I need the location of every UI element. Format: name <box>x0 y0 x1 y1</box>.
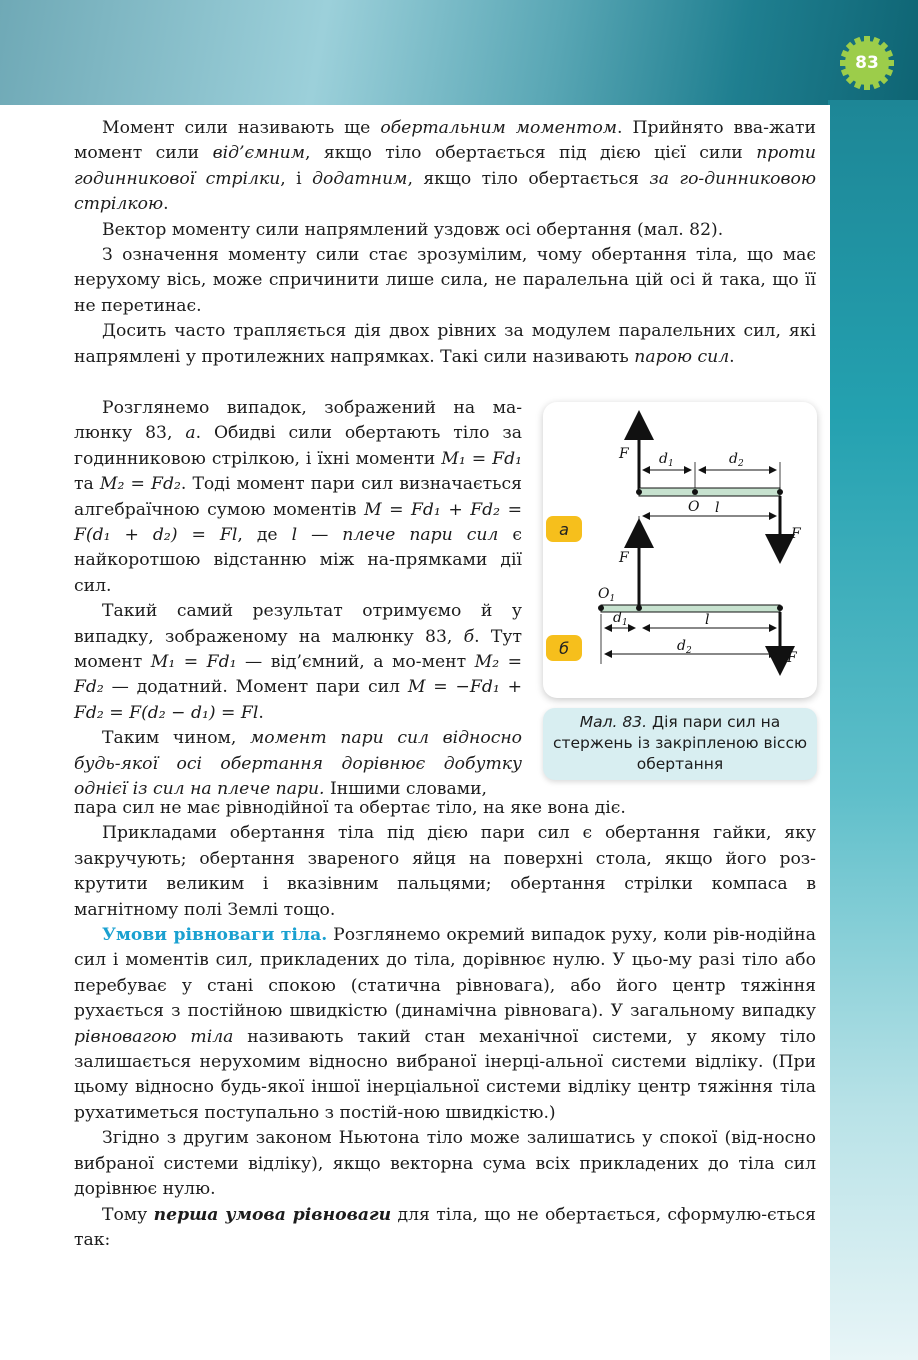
text-run: для тіла, що не обертається, сформулю-ється так: <box>74 1204 816 1250</box>
text-run: , якщо тіло обертається під дією цієї сили <box>304 143 757 164</box>
text-run: Прикладами обертання тіла під дією пари сил є обертання гайки, яку закручують; обертання звареного яйця на поверхні стола, якщо його роз-крутити великим і вказівним пальцями; обертання стрілки компаса в магнітному полі Землі тощо. <box>74 823 816 920</box>
body-text-top <box>74 116 816 370</box>
paragraph <box>74 726 522 802</box>
emphasis: M₂ = Fd₂ <box>74 652 523 698</box>
text-run: Момент сили називають ще <box>102 118 381 138</box>
text-run: Таким чином, <box>102 728 251 749</box>
emphasis: обертальним моментом <box>380 118 618 138</box>
emphasis: M₂ = Fd₂ <box>99 474 181 495</box>
emphasis: M₁ = Fd₁ <box>150 652 237 673</box>
text-run: З означення моменту сили стає зрозумілим, чому обертання тіла, що має нерухому вісь, може спричинити лише сила, не паралельна цій осі й така, що її не перетинає. <box>74 245 816 316</box>
svg-text:d2: $d_2$ <box>677 638 692 656</box>
axis-label-O: O <box>688 499 700 515</box>
header-decor-band <box>0 0 918 112</box>
emphasis: момент пари сил відносно будь-якої осі обертання дорівнює добутку однієї із сил на плече пари. <box>74 728 522 800</box>
force-couple-diagram <box>543 402 817 698</box>
rod-a <box>639 488 780 496</box>
text-run: Розглянемо випадок, зображений на ма-люнку 83, <box>74 398 522 444</box>
text-run: . Прийнято вва-жати момент сили <box>74 118 816 164</box>
text-run: Розглянемо окремий випадок руху, коли рів-нодійна сил і моментів сил, прикладених до тіла, дорівнює нулю. У цьо-му разі тіло або перебуває у стані спокою (статична рівновага), або його центр тяжіння рухається з постійною швидкістю (динамічна рівновага). У загальному випадку <box>74 925 817 1022</box>
text-run: , якщо тіло обертається <box>407 168 650 189</box>
text-run: Іншими словами, <box>324 779 488 800</box>
emphasis: проти годинникової стрілки <box>74 143 816 189</box>
text-run: — від’ємний, а мо-мент <box>236 652 475 673</box>
force-label: F <box>791 526 801 542</box>
paragraph <box>74 923 816 1126</box>
body-text-side <box>74 396 522 803</box>
text-run: — додатний. Момент пари сил <box>103 677 408 698</box>
paragraph <box>74 243 816 319</box>
svg-text:d1: $d_1$ <box>659 451 674 469</box>
emphasis: l — плече пари сил <box>291 525 499 546</box>
emphasis: перша умова рівноваги <box>153 1204 392 1225</box>
rod-b <box>601 605 780 612</box>
figure-caption <box>543 708 817 780</box>
text-run: . <box>163 194 169 215</box>
arm-label-l: l <box>715 500 720 516</box>
paragraph <box>74 116 816 218</box>
text-run: є найкоротшою відстанню між на-прямками дії сил. <box>74 525 523 596</box>
text-run: . <box>258 702 264 723</box>
text-run: . Тоді момент пари сил визначається алгебраїчною сумою моментів <box>74 474 522 520</box>
arm-label-l: l <box>705 612 710 628</box>
paragraph <box>74 796 816 821</box>
svg-text:d2: $d_2$ <box>729 451 744 469</box>
text-run: пара сил не має рівнодійної та обертає тіло, на яке вона діє. <box>74 798 626 818</box>
svg-text:O1: $O_1$ <box>598 586 616 604</box>
side-decor-band <box>828 100 918 1360</box>
text-run: Вектор моменту сили напрямлений уздовж осі обертання (мал. 82). <box>102 219 724 240</box>
emphasis: парою сил <box>634 346 730 367</box>
text-run: . Тут момент <box>74 626 523 673</box>
emphasis: M = −Fd₁ + Fd₂ = F(d₂ − d₁) = Fl <box>74 677 522 723</box>
emphasis: рівновагою тіла <box>74 1026 234 1047</box>
page-number: 83 <box>855 53 879 73</box>
force-label: F <box>619 446 629 462</box>
text-run: , і <box>280 168 313 189</box>
paragraph <box>74 218 816 243</box>
text-run: . Обидві сили обертають тіло за годинниковою стрілкою, і їхні моменти <box>74 423 522 469</box>
figure-83 <box>543 402 817 698</box>
paragraph <box>74 319 816 370</box>
text-run: Досить часто трапляється дія двох рівних за модулем паралельних сил, які напрямлені у протилежних напрямках. Такі сили називають <box>74 321 816 367</box>
text-run: , де <box>237 525 292 546</box>
body-text-bottom <box>74 796 816 1253</box>
paragraph <box>74 396 522 599</box>
paragraph <box>74 599 522 726</box>
caption-text: Дія пари сил на стержень із закріпленою віссю обертання <box>552 713 808 773</box>
text-run: . <box>729 346 735 367</box>
section-heading: Умови рівноваги тіла. <box>102 925 328 946</box>
paragraph <box>74 1126 816 1202</box>
text-run: та <box>74 474 100 495</box>
text-run: Згідно з другим законом Ньютона тіло може залишатись у спокої (від-носно вибраної системи відліку), якщо векторна сума всіх прикладених до тіла сил дорівнює нулю. <box>74 1128 816 1200</box>
emphasis: від’ємним <box>212 143 305 164</box>
paragraph <box>74 821 816 923</box>
force-label: F <box>619 550 629 566</box>
svg-text:d1: $d_1$ <box>613 610 628 628</box>
text-run: називають такий стан механічної системи, у якому тіло залишається нерухомим відносно вибраної інерці-альної системи відліку. (При цьому відносно будь-якої іншої інерціальної системи відліку центр тяжіння тіла рухатиметься поступально з постій-ною швидкістю.) <box>74 1026 816 1123</box>
caption-prefix: Мал. 83. <box>579 713 648 731</box>
force-label: F <box>787 650 797 666</box>
emphasis: M₁ = Fd₁ <box>441 448 522 469</box>
emphasis: б <box>463 626 475 647</box>
emphasis: а <box>185 423 196 444</box>
text-run: Такий самий результат отримуємо й у випадку, зображеному на малюнку 83, <box>74 601 522 647</box>
text-run: Тому <box>102 1204 154 1225</box>
emphasis: за го-динниковою стрілкою <box>74 168 817 215</box>
emphasis: додатним <box>312 168 408 189</box>
svg-text:а: а <box>559 520 569 539</box>
paragraph <box>74 1203 816 1254</box>
svg-text:б: б <box>559 639 569 658</box>
emphasis: M = Fd₁ + Fd₂ = F(d₁ + d₂) = Fl <box>74 499 522 546</box>
page-number-badge <box>838 34 896 92</box>
